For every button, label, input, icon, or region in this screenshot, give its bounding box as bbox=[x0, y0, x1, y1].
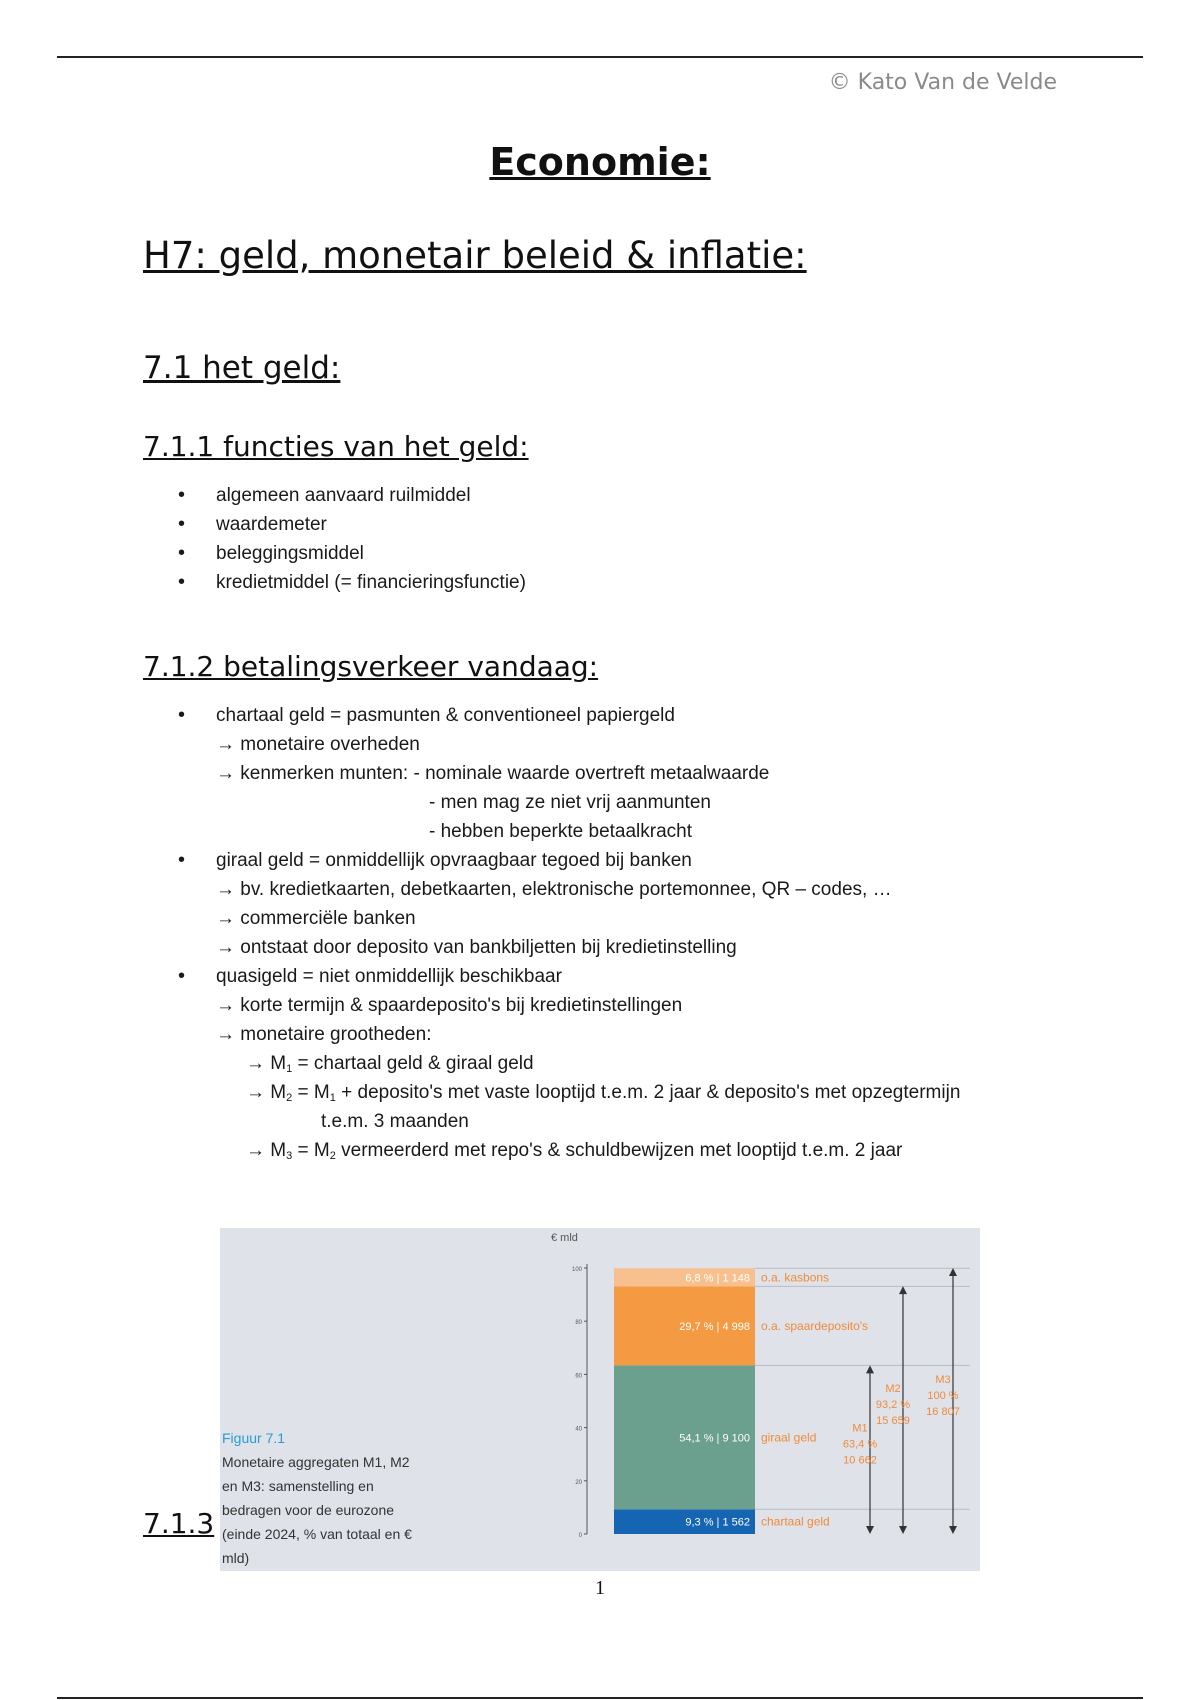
section-heading-7-1-1: 7.1.1 functies van het geld: bbox=[143, 430, 529, 463]
y-tick-label: 20 bbox=[575, 1479, 582, 1486]
aggregate-percent: 93,2 % bbox=[875, 1399, 911, 1412]
aggregate-arrow-head bbox=[949, 1526, 957, 1534]
m1-definition: → $M_1$ = chartaal geld & giraal geld bbox=[246, 1053, 534, 1075]
list-subitem: → commerciële banken bbox=[216, 908, 416, 929]
list-item: • quasigeld = niet onmiddellijk beschikbaar bbox=[143, 962, 1093, 991]
list-subitem: → kenmerken munten: - nominale waarde overtreft metaalwaarde bbox=[216, 763, 770, 784]
functions-list bbox=[143, 481, 526, 597]
aggregate-percent: 63,4 % bbox=[842, 1438, 878, 1451]
list-subitem: - men mag ze niet vrij aanmunten bbox=[429, 792, 711, 813]
segment-data-label: 9,3 % | 1 562 bbox=[685, 1516, 750, 1529]
list-item: • giraal geld = onmiddellijk opvraagbaar tegoed bij banken bbox=[143, 846, 1093, 875]
list-item: • chartaal geld = pasmunten & conventioneel papiergeld bbox=[143, 701, 1093, 730]
y-tick-label: 100 bbox=[571, 1267, 582, 1273]
aggregate-arrow-head bbox=[899, 1286, 907, 1294]
y-tick-label: 60 bbox=[575, 1373, 582, 1380]
list-subitem: → ontstaat door deposito van bankbiljetten bij kredietinstelling bbox=[216, 937, 737, 958]
segment-name-label: o.a. spaardeposito's bbox=[761, 1318, 869, 1333]
section-heading-7-1-2: 7.1.2 betalingsverkeer vandaag: bbox=[143, 650, 599, 683]
payment-list bbox=[143, 701, 1093, 1165]
aggregate-arrow-head bbox=[866, 1526, 874, 1534]
aggregate-amount: 10 662 bbox=[843, 1454, 877, 1467]
y-axis-label: € mld bbox=[551, 1232, 578, 1244]
bottom-rule bbox=[57, 1697, 1143, 1699]
aggregate-arrow-head bbox=[899, 1526, 907, 1534]
chapter-heading: H7: geld, monetair beleid & inflatie: bbox=[143, 234, 807, 277]
list-subitem: → monetaire grootheden: bbox=[216, 1024, 432, 1045]
list-subitem: - hebben beperkte betaalkracht bbox=[429, 821, 693, 842]
list-subitem: → monetaire overheden bbox=[216, 734, 420, 755]
figure-label: Figuur 7.1 bbox=[222, 1430, 286, 1446]
y-tick-label: 80 bbox=[575, 1320, 582, 1327]
stacked-bar-chart bbox=[220, 1228, 980, 1571]
aggregate-arrow-head bbox=[866, 1365, 874, 1373]
copyright: © Kato Van de Velde bbox=[828, 70, 1057, 95]
list-item: • algemeen aanvaard ruilmiddel bbox=[143, 481, 526, 510]
aggregate-name: M3 bbox=[935, 1374, 951, 1386]
top-rule bbox=[57, 56, 1143, 58]
document-title: Economie: bbox=[489, 140, 711, 184]
m3-definition: → $M_3 = M_2$ vermeerderd met repo's & schuldbewijzen met looptijd t.e.m. 2 jaar bbox=[246, 1140, 903, 1162]
page-number: 1 bbox=[595, 1577, 605, 1599]
m2-definition: → $M_2 = M_1$ + deposito's met vaste looptijd t.e.m. 2 jaar & deposito's met opzegtermijn bbox=[246, 1082, 961, 1104]
list-item: • beleggingsmiddel bbox=[143, 539, 526, 568]
y-tick-label: 40 bbox=[575, 1426, 582, 1433]
figure-caption-text: Monetaire aggregaten M1, M2 en M3: samenstelling en bedragen voor de eurozone (einde 2024, % van totaal en € mld) bbox=[222, 1454, 412, 1566]
list-item: • waardemeter bbox=[143, 510, 526, 539]
aggregate-amount: 15 659 bbox=[876, 1415, 910, 1428]
aggregate-percent: 100 % bbox=[927, 1390, 959, 1402]
aggregate-arrow-head bbox=[949, 1268, 957, 1276]
segment-name-label: o.a. kasbons bbox=[761, 1270, 830, 1285]
monetary-aggregates-figure bbox=[220, 1228, 980, 1571]
y-tick-label: 0 bbox=[578, 1533, 582, 1539]
list-subitem: → bv. kredietkaarten, debetkaarten, elektronische portemonnee, QR – codes, … bbox=[216, 879, 892, 900]
aggregate-name: M1 bbox=[852, 1422, 868, 1435]
segment-data-label: 29,7 % | 4 998 bbox=[679, 1320, 750, 1333]
aggregate-amount: 16 807 bbox=[926, 1406, 960, 1418]
list-subitem: → korte termijn & spaardeposito's bij kredietinstellingen bbox=[216, 995, 683, 1016]
segment-data-label: 6,8 % | 1 148 bbox=[685, 1272, 750, 1285]
section-heading-7-1-3: 7.1.3 bbox=[143, 1507, 215, 1540]
segment-name-label: chartaal geld bbox=[761, 1514, 830, 1529]
segment-data-label: 54,1 % | 9 100 bbox=[679, 1432, 750, 1445]
section-heading-7-1: 7.1 het geld: bbox=[143, 350, 341, 386]
list-item: • kredietmiddel (= financieringsfunctie) bbox=[143, 568, 526, 597]
aggregate-name: M2 bbox=[885, 1383, 901, 1396]
m2-definition-continued: t.e.m. 3 maanden bbox=[321, 1111, 469, 1132]
segment-name-label: giraal geld bbox=[761, 1430, 817, 1445]
